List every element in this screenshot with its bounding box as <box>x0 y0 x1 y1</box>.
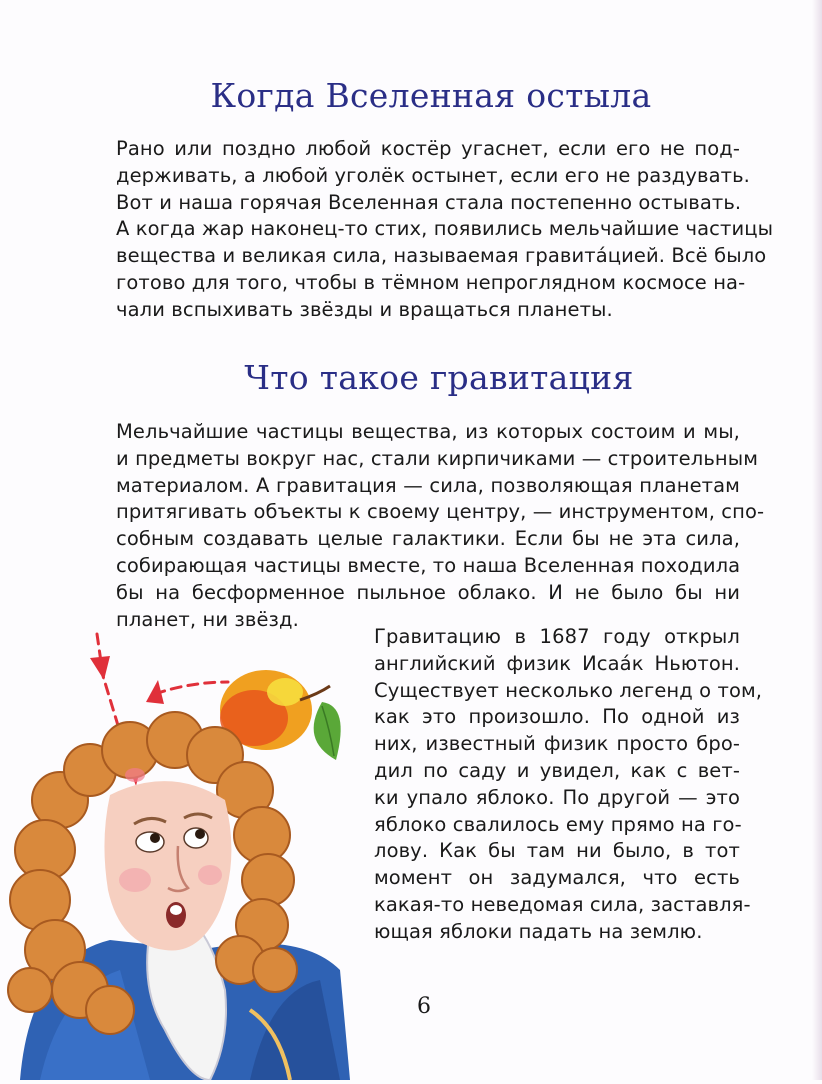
text-line: готово для того, чтобы в тёмном непроглядном космосе на- <box>116 270 746 294</box>
heading-universe-cooled: Когда Вселенная остыла <box>210 76 652 115</box>
heading-what-is-gravity: Что такое гравитация <box>244 358 634 397</box>
text-line: Рано или поздно любой костёр угаснет, если его не под- <box>116 137 740 160</box>
text-line: чали вспыхивать звёзды и вращаться планеты. <box>116 297 613 321</box>
text-line: дил по саду и увидел, как с вет- <box>374 758 740 782</box>
text-line: бы на бесформенное пыльное облако. И не было бы ни <box>116 580 740 604</box>
text-line: собным создавать целые галактики. Если бы не эта сила, <box>116 527 740 551</box>
page-edge <box>812 0 822 1080</box>
text-line: какая-то неведомая сила, заставля- <box>374 892 751 916</box>
text-line: притягивать объекты к своему центру, — инструментом, спо- <box>116 500 765 524</box>
text-line: как это произошло. По одной из <box>374 705 740 729</box>
text-line: материалом. А гравитация — сила, позволяющая планетам <box>116 473 740 497</box>
text-line: яблоко свалилось ему прямо на го- <box>374 812 742 836</box>
newton-illustration-svg <box>0 610 360 1080</box>
text-line: держивать, а любой уголёк остынет, если его не раздувать. <box>116 163 750 187</box>
face-icon <box>104 768 231 951</box>
text-line: Гравитацию в 1687 году открыл <box>374 625 740 648</box>
text-line: лову. Как бы там ни было, в тот <box>374 839 740 863</box>
paragraph-gravity <box>116 419 765 633</box>
text-line: собирающая частицы вместе, то наша Вселенная походила <box>116 553 741 577</box>
text-line: момент он задумался, что есть <box>374 866 740 890</box>
paragraph-cooling <box>116 136 774 324</box>
text-line: английский физик Исаа́к Ньютон. <box>374 651 740 675</box>
newton-apple-illustration <box>0 610 360 1080</box>
text-line: Вот и наша горячая Вселенная стала постепенно остывать. <box>116 190 742 214</box>
text-line: Мельчайшие частицы вещества, из которых состоим и мы, <box>116 420 740 443</box>
text-line: ющая яблоки падать на землю. <box>374 919 703 943</box>
text-line: Существует несколько легенд о том, <box>374 678 763 702</box>
text-line: вещества и великая сила, называемая гравита́цией. Всё было <box>116 244 767 268</box>
text-line: А когда жар наконец-то стих, появились мельчайшие частицы <box>116 217 774 241</box>
text-line: ки упало яблоко. По другой — это <box>374 785 740 809</box>
paragraph-newton <box>374 624 763 946</box>
text-line: и предметы вокруг нас, стали кирпичиками — строительным <box>116 446 759 470</box>
text-line: них, известный физик просто бро- <box>374 732 740 756</box>
page-number: 6 <box>417 994 431 1019</box>
text-line: планет, ни звёзд. <box>116 607 299 631</box>
